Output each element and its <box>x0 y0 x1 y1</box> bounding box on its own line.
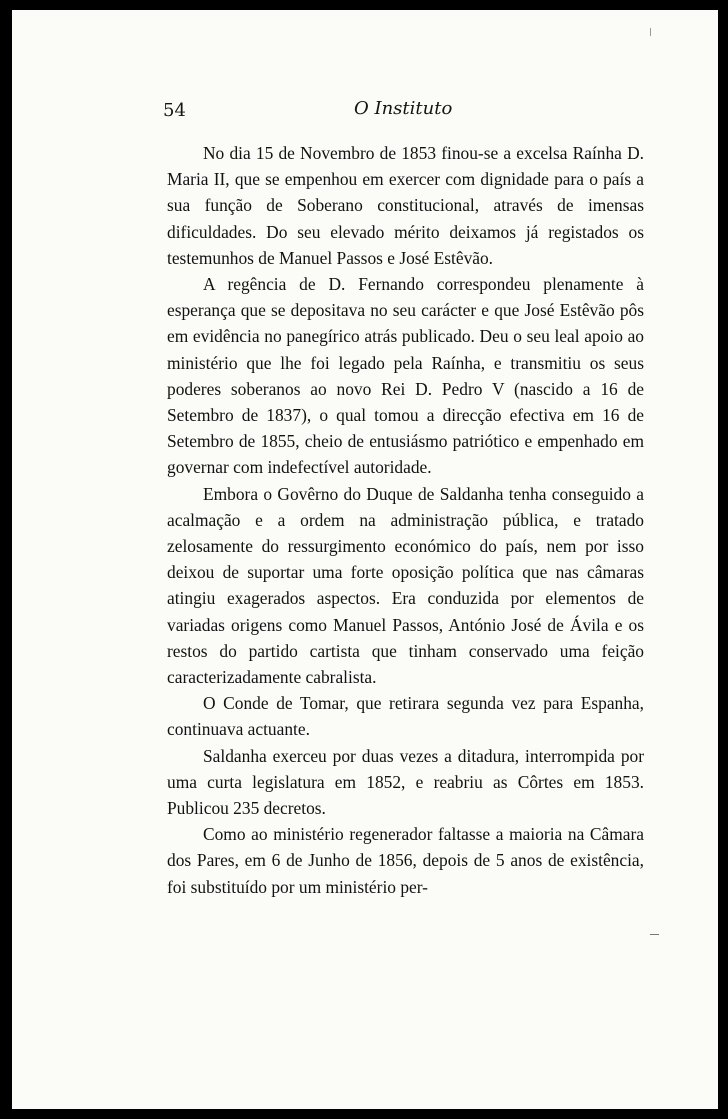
paragraph: No dia 15 de Novembro de 1853 finou-se a excelsa Raínha D. Maria II, que se empenhou em exercer com dignidade para o país a sua função de Soberano constitucional, através de imensas dificuldades. Do seu elevado mérito deixamos já registados os testemunhos de Manuel Passos e José Estêvão. <box>167 143 644 268</box>
book-page <box>12 10 718 1109</box>
body-text <box>167 140 644 900</box>
margin-mark <box>650 934 659 935</box>
paragraph: Saldanha exerceu por duas vezes a ditadura, interrompida por uma curta legislatura em 1852, e reabriu as Côrtes em 1853. Publicou 235 decretos. <box>167 745 644 819</box>
page-header <box>12 98 718 128</box>
paragraph: Como ao ministério regenerador faltasse a maioria na Câmara dos Pares, em 6 de Junho de 1856, depois de 5 anos de existência, foi substituído por um ministério per- <box>167 824 644 897</box>
paragraph: O Conde de Tomar, que retirara segunda vez para Espanha, continuava actuante. <box>167 693 644 740</box>
paragraph: Embora o Govêrno do Duque de Saldanha tenha conseguido a acalmação e a ordem na administração pública, e tratado zelosamente do ressurgimento económico do país, nem por isso deixou de suportar uma forte oposição política que nas câmaras atingiu exagerados aspectos. Era conduzida por elementos de variadas origens como Manuel Passos, António José de Ávila e os restos do partido cartista que tinham conservado uma feição caracterizadamente cabralista. <box>167 483 644 688</box>
paragraph: A regência de D. Fernando correspondeu plenamente à esperança que se depositava no seu carácter e que José Estêvão pôs em evidência no panegírico atrás publicado. Deu o seu leal apoio ao ministério que lhe foi legado pela Raínha, e transmitiu os seus poderes soberanos ao novo Rei D. Pedro V (nascido a 16 de Setembro de 1837), o qual tomou a direcção efectiva em 16 de Setembro de 1855, cheio de entusiásmo patriótico e empenhado em governar com indefectível autoridade. <box>167 274 644 478</box>
scan-mark <box>650 28 651 36</box>
page-number: 54 <box>163 100 186 121</box>
running-title: O Instituto <box>354 98 453 119</box>
